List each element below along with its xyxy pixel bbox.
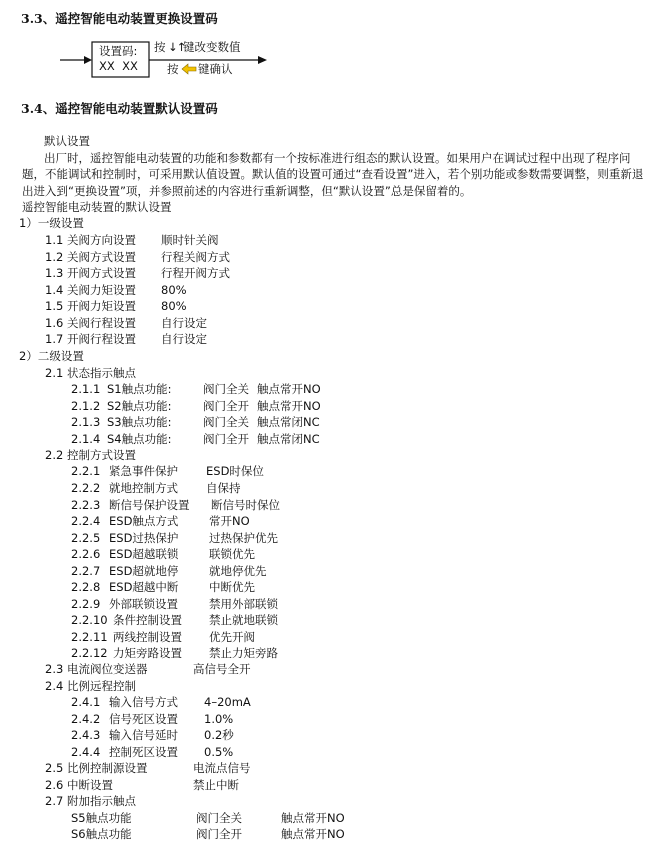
item-contact: 触点常开NO bbox=[281, 827, 345, 841]
section-3-3-title: 3.3、遥控智能电动装置更换设置码 bbox=[21, 11, 218, 26]
level1-title: 1）一级设置 bbox=[19, 216, 84, 230]
item-number: 1.3 bbox=[45, 266, 64, 280]
change-value-text: 键改变数值 bbox=[183, 40, 241, 54]
item-name: ESD触点方式 bbox=[109, 514, 179, 528]
item-name: 输入信号延时 bbox=[109, 728, 178, 742]
output-arrowhead bbox=[258, 56, 267, 64]
item-value: 阀门全开 bbox=[203, 399, 249, 413]
item-name: 关阀力矩设置 bbox=[67, 283, 136, 297]
item-value: 优先开阀 bbox=[209, 630, 255, 644]
item-name: S1触点功能: bbox=[107, 382, 172, 396]
item-number: 2.2.8 bbox=[71, 580, 101, 594]
s25-value: 电流点信号 bbox=[193, 761, 251, 775]
item-value: 行程关阀方式 bbox=[161, 250, 230, 264]
item-value: 阀门全开 bbox=[196, 827, 242, 841]
item-name: 控制死区设置 bbox=[109, 745, 178, 759]
code-label: 设置码: bbox=[99, 44, 138, 58]
default-list-title: 遥控智能电动装置的默认设置 bbox=[22, 200, 172, 214]
s26-value: 禁止中断 bbox=[193, 778, 239, 792]
confirm-arrow-icon bbox=[182, 64, 196, 74]
item-number: 1.2 bbox=[45, 250, 64, 264]
item-name: 开阀力矩设置 bbox=[67, 299, 136, 313]
confirm-text: 键确认 bbox=[198, 62, 233, 76]
item-number: 2.1.1 bbox=[71, 382, 101, 396]
item-value: 80% bbox=[161, 299, 187, 313]
item-contact: 触点常开NO bbox=[281, 811, 345, 825]
item-number: 2.4.2 bbox=[71, 712, 101, 726]
item-value: 顺时针关阀 bbox=[161, 233, 219, 247]
item-name: 外部联锁设置 bbox=[109, 597, 178, 611]
item-name: 关阀行程设置 bbox=[67, 316, 136, 330]
item-number: 1.4 bbox=[45, 283, 64, 297]
item-value: 自保持 bbox=[206, 481, 241, 495]
item-number: 1.6 bbox=[45, 316, 64, 330]
item-contact: 触点常开NO bbox=[257, 382, 321, 396]
level2-title: 2）二级设置 bbox=[19, 349, 84, 363]
intro-paragraph: 出厂时，遥控智能电动装置的功能和参数都有一个按标准进行组态的默认设置。如果用户在调试过程中出现了程序问题，不能调试和控制时，可采用默认值设置。默认值的设置可通过“查看设置”进入，若个别功能或参数需要调整，则重新退出进入到“更换设置”项，并参照前述的内容进行重新调整，但“默认设置”总是保留着的。 bbox=[22, 150, 644, 198]
item-contact: 触点常开NO bbox=[257, 399, 321, 413]
item-name: 关阀方向设置 bbox=[67, 233, 136, 247]
item-value: 80% bbox=[161, 283, 187, 297]
item-number: 2.2.9 bbox=[71, 597, 101, 611]
item-name: S6触点功能 bbox=[71, 827, 132, 841]
item-name: 信号死区设置 bbox=[109, 712, 178, 726]
item-number: 2.1.3 bbox=[71, 415, 101, 429]
item-value: 断信号时保位 bbox=[211, 498, 280, 512]
item-value: 阀门全开 bbox=[203, 432, 249, 446]
item-value: 自行设定 bbox=[161, 332, 207, 346]
item-name: 输入信号方式 bbox=[109, 695, 178, 709]
item-value: 1.0% bbox=[204, 712, 234, 726]
item-number: 2.2.2 bbox=[71, 481, 101, 495]
s23-value: 高信号全开 bbox=[193, 662, 251, 676]
item-value: 阀门全关 bbox=[196, 811, 242, 825]
item-contact: 触点常闭NC bbox=[257, 432, 320, 446]
press-label-2: 按 bbox=[167, 62, 179, 76]
item-number: 2.4.1 bbox=[71, 695, 101, 709]
default-settings-heading: 默认设置 bbox=[44, 134, 90, 148]
press-label-1: 按 bbox=[154, 40, 166, 54]
item-value: 就地停优先 bbox=[209, 564, 267, 578]
item-number: 2.2.6 bbox=[71, 547, 101, 561]
item-name: 就地控制方式 bbox=[109, 481, 178, 495]
item-name: S5触点功能 bbox=[71, 811, 132, 825]
item-number: 2.2.11 bbox=[71, 630, 108, 644]
s24-title: 2.4 比例远程控制 bbox=[45, 679, 136, 693]
code-value: XX XX bbox=[99, 59, 138, 73]
item-name: 条件控制设置 bbox=[113, 613, 182, 627]
item-value: 行程开阀方式 bbox=[161, 266, 230, 280]
item-name: ESD超越联锁 bbox=[109, 547, 179, 561]
s27-title: 2.7 附加指示触点 bbox=[45, 794, 136, 808]
item-number: 2.2.1 bbox=[71, 464, 101, 478]
s21-title: 2.1 状态指示触点 bbox=[45, 366, 136, 380]
item-number: 2.2.12 bbox=[71, 646, 108, 660]
item-number: 2.2.10 bbox=[71, 613, 108, 627]
item-value: 禁止就地联锁 bbox=[209, 613, 278, 627]
item-name: S3触点功能: bbox=[107, 415, 172, 429]
item-value: ESD时保位 bbox=[206, 464, 264, 478]
item-value: 0.5% bbox=[204, 745, 234, 759]
item-value: 4–20mA bbox=[204, 695, 251, 709]
up-down-arrows-icon: ↓↑ bbox=[168, 40, 186, 54]
item-number: 1.1 bbox=[45, 233, 64, 247]
item-name: S2触点功能: bbox=[107, 399, 172, 413]
item-number: 2.2.4 bbox=[71, 514, 101, 528]
item-name: 开阀行程设置 bbox=[67, 332, 136, 346]
s25-title: 2.5 比例控制源设置 bbox=[45, 761, 148, 775]
item-name: 两线控制设置 bbox=[113, 630, 182, 644]
item-value: 自行设定 bbox=[161, 316, 207, 330]
item-value: 阀门全关 bbox=[203, 415, 249, 429]
item-contact: 触点常闭NC bbox=[257, 415, 320, 429]
item-number: 2.1.4 bbox=[71, 432, 101, 446]
item-name: ESD超就地停 bbox=[109, 564, 179, 578]
item-number: 2.1.2 bbox=[71, 399, 101, 413]
s26-title: 2.6 中断设置 bbox=[45, 778, 113, 792]
item-name: 关阀方式设置 bbox=[67, 250, 136, 264]
item-value: 0.2秒 bbox=[204, 728, 234, 742]
item-value: 常开NO bbox=[209, 514, 250, 528]
s23-title: 2.3 电流阀位变送器 bbox=[45, 662, 148, 676]
item-name: ESD超越中断 bbox=[109, 580, 179, 594]
s22-title: 2.2 控制方式设置 bbox=[45, 448, 136, 462]
item-number: 1.5 bbox=[45, 299, 64, 313]
item-name: 断信号保护设置 bbox=[109, 498, 190, 512]
item-name: ESD过热保护 bbox=[109, 531, 179, 545]
item-value: 禁止力矩旁路 bbox=[209, 646, 278, 660]
input-arrowhead bbox=[84, 56, 92, 64]
item-name: 紧急事件保护 bbox=[109, 464, 178, 478]
item-name: S4触点功能: bbox=[107, 432, 172, 446]
item-number: 2.4.3 bbox=[71, 728, 101, 742]
item-number: 2.2.5 bbox=[71, 531, 101, 545]
section-3-4-title: 3.4、遥控智能电动装置默认设置码 bbox=[21, 101, 218, 116]
item-number: 2.4.4 bbox=[71, 745, 101, 759]
item-value: 过热保护优先 bbox=[209, 531, 278, 545]
item-number: 1.7 bbox=[45, 332, 64, 346]
item-value: 中断优先 bbox=[209, 580, 255, 594]
item-name: 开阀方式设置 bbox=[67, 266, 136, 280]
item-value: 禁用外部联锁 bbox=[209, 597, 278, 611]
item-value: 阀门全关 bbox=[203, 382, 249, 396]
item-value: 联锁优先 bbox=[209, 547, 255, 561]
default-settings-intro bbox=[22, 133, 646, 216]
item-number: 2.2.7 bbox=[71, 564, 101, 578]
item-name: 力矩旁路设置 bbox=[113, 646, 182, 660]
item-number: 2.2.3 bbox=[71, 498, 101, 512]
